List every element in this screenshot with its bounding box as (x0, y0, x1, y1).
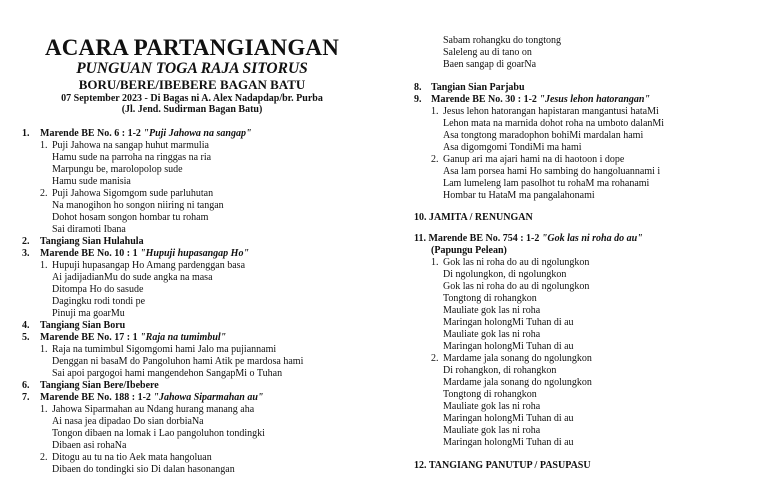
verse-line: Hombar tu HataM ma pangalahonami (443, 190, 595, 201)
item-11-heading (414, 233, 643, 245)
verse-number: 1. (431, 257, 439, 268)
verse-line: Dibaen asi rohaNa (52, 440, 127, 451)
verse-line: Tongon dibaen na lomak i Lao pangoluhon tondingki (52, 428, 265, 439)
item-5-title: "Raja na tumimbul" (140, 332, 227, 343)
verse-line: Mardame jala sonang do ngolungkon (443, 353, 592, 364)
verse-line: Maringan holongMi Tuhan di au (443, 437, 574, 448)
item-3-heading (40, 248, 249, 260)
verse-line: Maringan holongMi Tuhan di au (443, 413, 574, 424)
verse-number: 2. (431, 353, 439, 364)
verse-line: Ai jadijadianMu do sude angka na masa (52, 272, 213, 283)
item-5-heading (40, 332, 226, 344)
verse-line: Tongtong di rohangkon (443, 293, 537, 304)
item-9-label: Marende BE No. 30 : 1-2 (431, 94, 540, 105)
verse-line: Jesus lehon hatorangan hapistaran mangantusi hataMi (443, 106, 659, 117)
verse-line: Mauliate gok las ni roha (443, 329, 541, 340)
verse-line: Na manogihon ho songon niiring ni tangan (52, 200, 224, 211)
item-4-label: Tangiang Sian Boru (40, 320, 126, 331)
verse-line: Ditogu au tu na tio Aek mata hangoluan (52, 452, 212, 463)
item-9-heading (431, 94, 650, 106)
verse-line: Asa lam porsea hami Ho sambing do hangoluannami i (443, 166, 661, 177)
page-title: ACARA PARTANGIANGAN (44, 35, 340, 60)
item-2-label: Tangiang Sian Hulahula (40, 236, 144, 247)
verse-line: Maringan holongMi Tuhan di au (443, 317, 574, 328)
item-3-label: Marende BE No. 10 : 1 (40, 248, 141, 259)
verse-line: Dibaen do tondingki sio Di dalan hasonangan (52, 464, 235, 475)
verse-number: 1. (40, 344, 48, 355)
verse-number: 1. (40, 140, 48, 151)
verse-line: Hupuji hupasangap Ho Amang pardenggan basa (52, 260, 246, 271)
item-9-title: "Jesus lehon hatorangan" (539, 94, 651, 105)
item-11-title: "Gok las ni roha do au" (541, 233, 643, 244)
item-1-title: "Puji Jahowa na sangap" (143, 128, 252, 139)
verse-line: Baen sangap di goarNa (443, 59, 537, 70)
verse-line: Ganup ari ma ajari hami na di haotoon i dope (443, 154, 625, 165)
item-11-label: 11. Marende BE No. 754 : 1-2 (414, 233, 542, 244)
item-11-subheading: (Papungu Pelean) (431, 245, 507, 256)
item-2-number: 2. (22, 236, 30, 247)
verse-line: Puji Jahowa Sigomgom sude parluhutan (52, 188, 214, 199)
item-1-number: 1. (22, 128, 30, 139)
verse-line: Sai diramoti Ibana (52, 224, 126, 235)
verse-number: 1. (40, 260, 48, 271)
item-7-title: "Jahowa Siparmahan au" (153, 392, 264, 403)
verse-line: Sabam rohangku do tongtong (443, 35, 562, 46)
verse-line: Marpungu be, marolopolop sude (52, 164, 183, 175)
verse-line: Mauliate gok las ni roha (443, 401, 541, 412)
verse-line: Hamu sude manisia (52, 176, 131, 187)
verse-line: Denggan ni basaM do Pangoluhon hami Atik pe mardosa hami (52, 356, 304, 367)
item-8-label: Tangian Sian Parjabu (431, 82, 525, 93)
verse-line: Raja na tumimbul Sigomgomi hami Jalo ma pujiannami (52, 344, 277, 355)
date-line: 07 September 2023 - Di Bagas ni A. Alex Nadapdap/br. Purba (61, 93, 323, 104)
verse-line: Saleleng au di tano on (443, 47, 532, 58)
item-7-heading (40, 392, 263, 404)
verse-line: Mauliate gok las ni roha (443, 305, 541, 316)
verse-line: Jahowa Siparmahan au Ndang hurang manang aha (52, 404, 255, 415)
verse-line: Sai apoi pargogoi hami mangendehon SangapMi o Tuhan (52, 368, 283, 379)
item-4-number: 4. (22, 320, 30, 331)
verse-line: Gok las ni roha do au di ngolungkon (443, 281, 590, 292)
verse-line: Mardame jala sonang do ngolungkon (443, 377, 592, 388)
verse-line: Maringan holongMi Tuhan di au (443, 341, 574, 352)
item-5-label: Marende BE No. 17 : 1 (40, 332, 141, 343)
item-7-number: 7. (22, 392, 30, 403)
verse-line: Di ngolungkon, di ngolungkon (443, 269, 567, 280)
verse-line: Ai nasa jea dipadao Do sian dorbiaNa (52, 416, 204, 427)
verse-line: Ditompa Ho do sasude (52, 284, 144, 295)
address-line: (Jl. Jend. Sudirman Bagan Batu) (121, 104, 263, 115)
verse-line: Lehon mata na marnida dohot roha na umboto dalanMi (443, 118, 665, 129)
item-12-label: 12. TANGIANG PANUTUP / PASUPASU (414, 460, 591, 471)
page-subtitle-2: BORU/BERE/IBEBERE BAGAN BATU (78, 77, 306, 92)
verse-line: Puji Jahowa na sangap huhut marmulia (52, 140, 209, 151)
verse-line: Dohot hosam songon hombar tu roham (52, 212, 209, 223)
verse-line: Gok las ni roha do au di ngolungkon (443, 257, 590, 268)
verse-line: Di rohangkon, di rohangkon (443, 365, 557, 376)
item-1-heading (40, 128, 252, 140)
item-6-number: 6. (22, 380, 30, 391)
verse-number: 1. (431, 106, 439, 117)
page-subtitle: PUNGUAN TOGA RAJA SITORUS (76, 60, 308, 77)
item-6-label: Tangiang Sian Bere/Ibebere (40, 380, 159, 391)
item-7-label: Marende BE No. 188 : 1-2 (40, 392, 154, 403)
item-10-label: 10. JAMITA / RENUNGAN (414, 212, 533, 223)
verse-line: Tongtong di rohangkon (443, 389, 537, 400)
verse-line: Asa digomgomi TondiMi ma hami (443, 142, 582, 153)
verse-line: Mauliate gok las ni roha (443, 425, 541, 436)
item-1-label: Marende BE No. 6 : 1-2 (40, 128, 144, 139)
item-3-title: "Hupuji hupasangap Ho" (140, 248, 250, 259)
verse-number: 2. (40, 452, 48, 463)
verse-number: 2. (431, 154, 439, 165)
verse-number: 2. (40, 188, 48, 199)
verse-number: 1. (40, 404, 48, 415)
verse-line: Pinuji ma goarMu (52, 308, 125, 319)
item-9-number: 9. (414, 94, 422, 105)
item-5-number: 5. (22, 332, 30, 343)
verse-line: Lam lumeleng lam pasolhot tu rohaM ma rohanami (443, 178, 650, 189)
item-3-number: 3. (22, 248, 30, 259)
verse-line: Asa tongtong maradophon bohiMi mardalan hami (443, 130, 644, 141)
item-8-number: 8. (414, 82, 422, 93)
verse-line: Dagingku rodi tondi pe (52, 296, 146, 307)
verse-line: Hamu sude na parroha na ringgas na ria (52, 152, 212, 163)
